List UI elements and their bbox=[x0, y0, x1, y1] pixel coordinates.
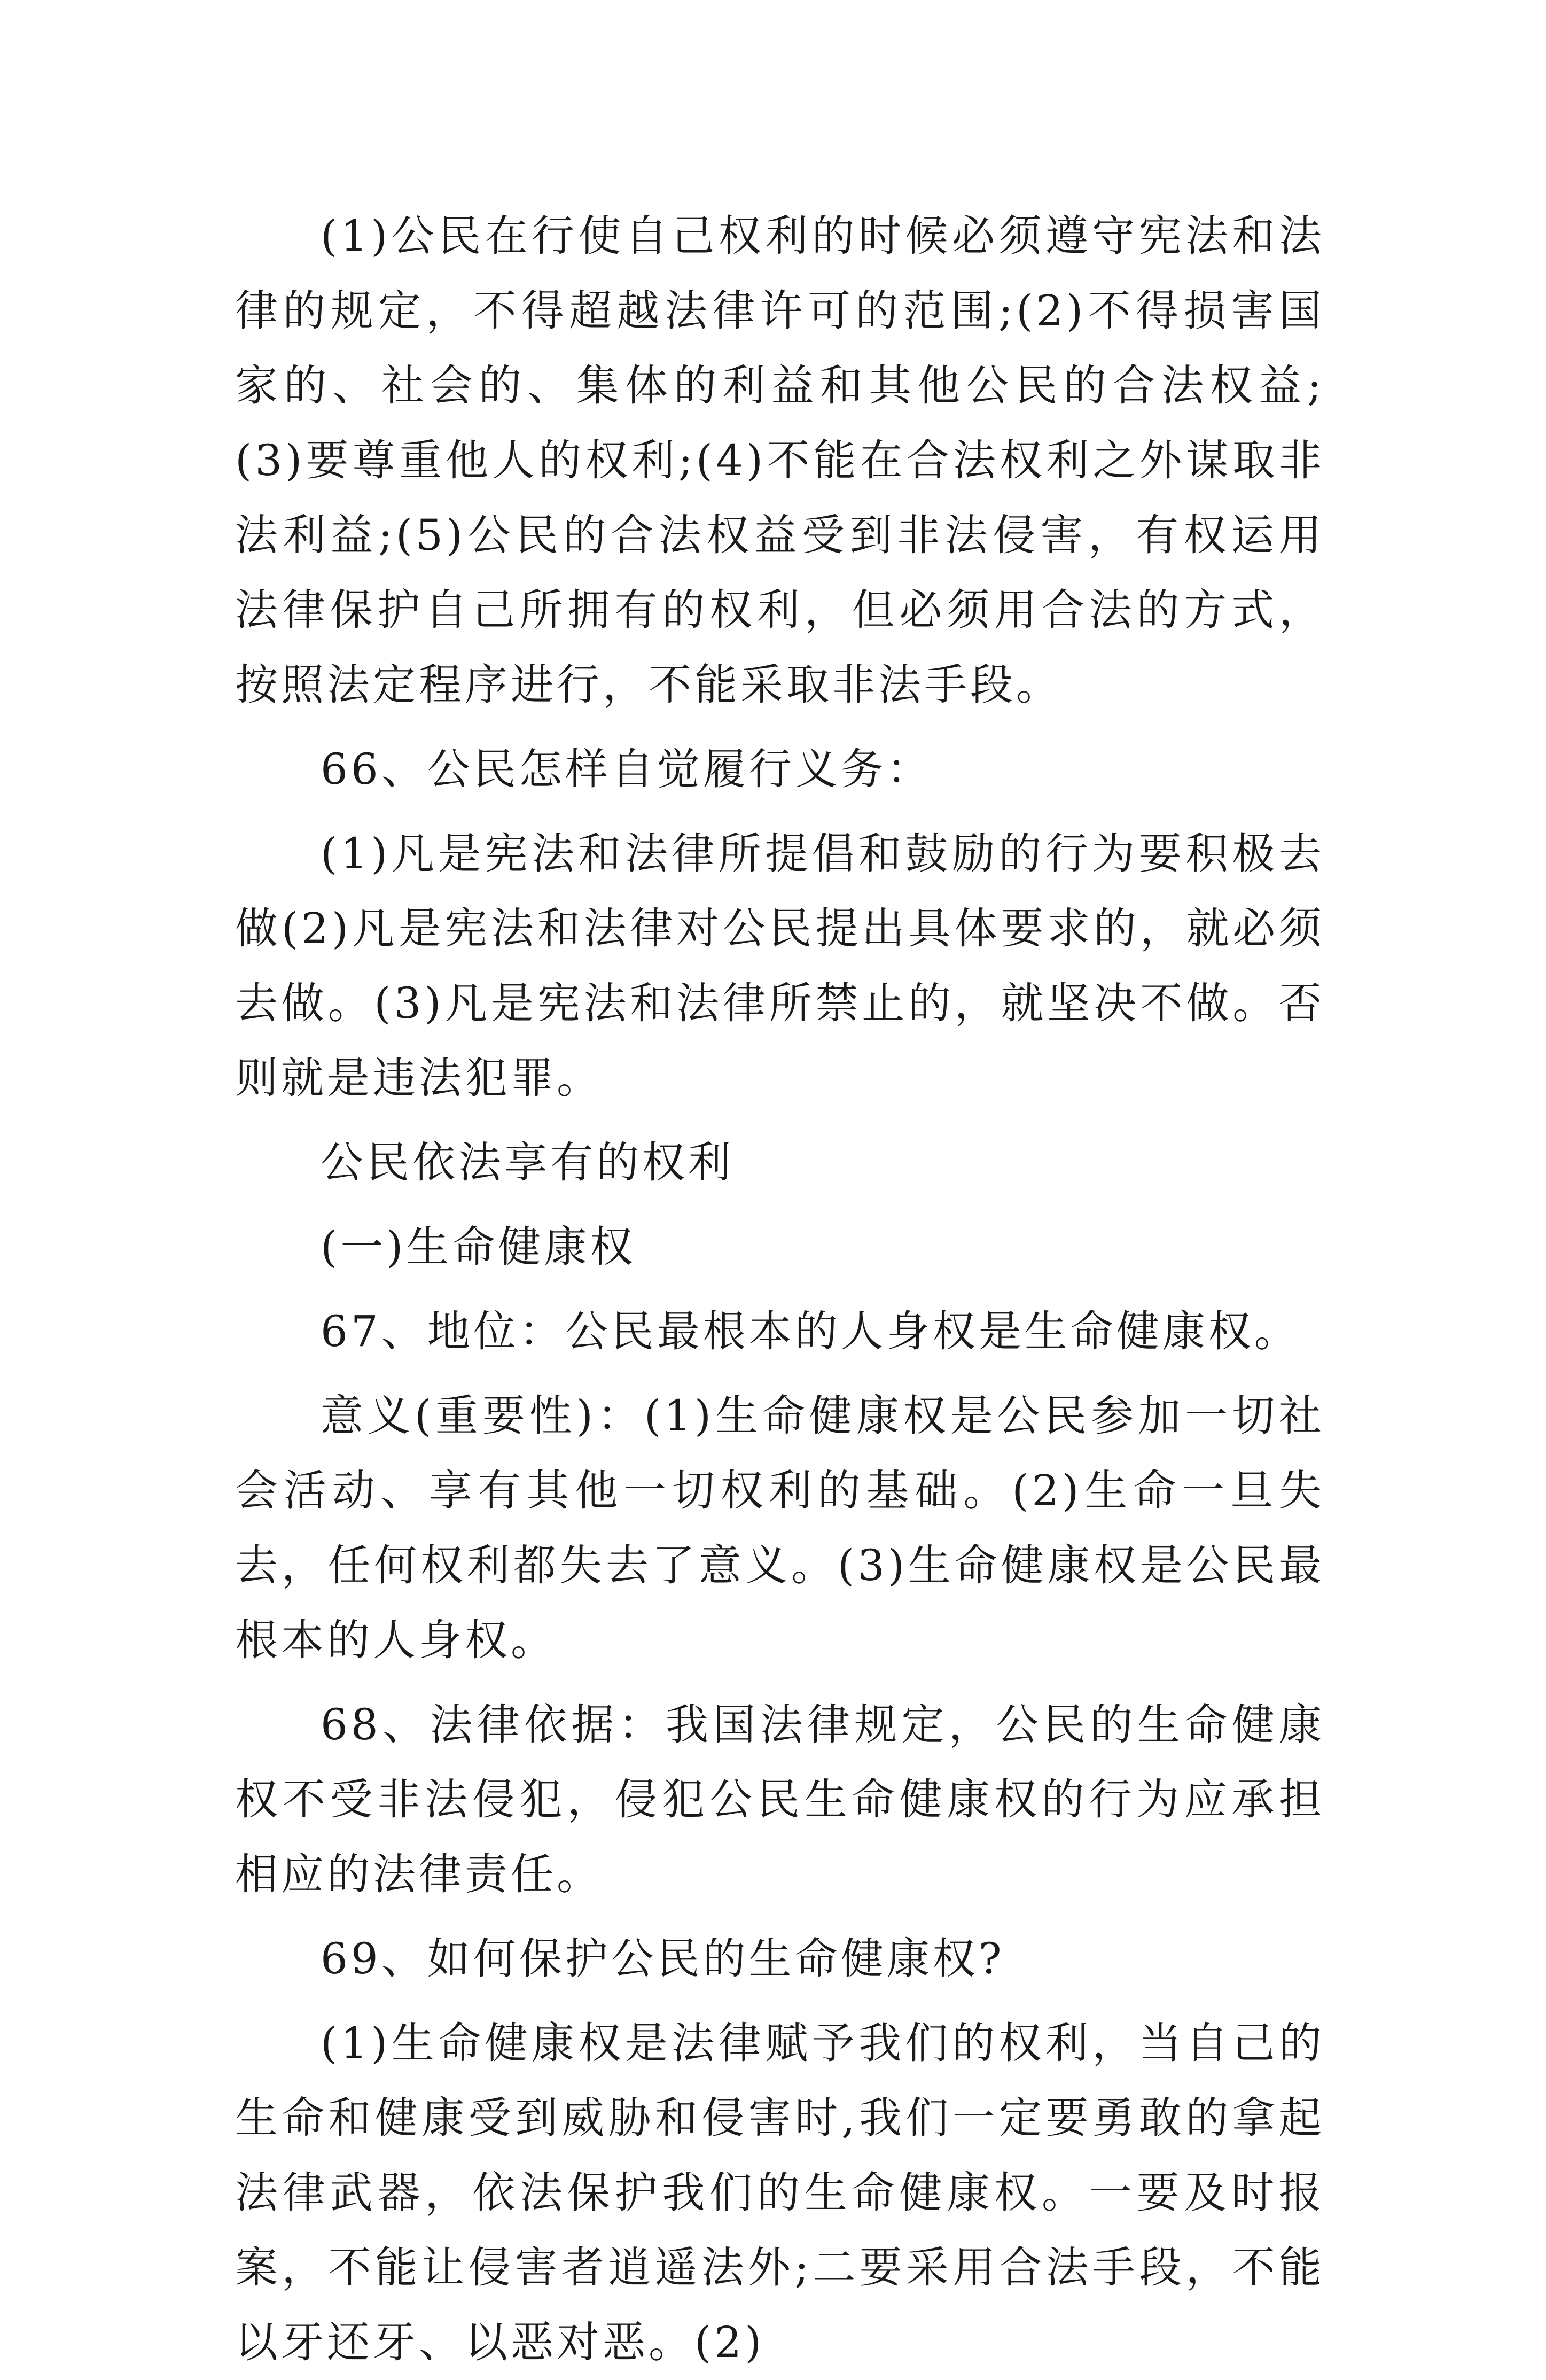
paragraph-item-68: 68、法律依据：我国法律规定，公民的生命健康权不受非法侵犯，侵犯公民生命健康权的行为应承担相应的法律责任。 bbox=[235, 1700, 1325, 1899]
subsection-heading-life-health: (一)生命健康权 bbox=[321, 1222, 636, 1272]
document-body bbox=[235, 199, 1325, 2380]
paragraph-fulfil-obligations: (1)凡是宪法和法律所提倡和鼓励的行为要积极去做(2)凡是宪法和法律对公民提出具体要求的，就必须去做。(3)凡是宪法和法律所禁止的，就坚决不做。否则就是违法犯罪。 bbox=[235, 829, 1325, 1103]
paragraph-significance: 意义(重要性)：(1)生命健康权是公民参加一切社会活动、享有其他一切权利的基础。(2)生命一旦失去，任何权利都失去了意义。(3)生命健康权是公民最根本的人身权。 bbox=[235, 1391, 1325, 1665]
heading-item-69: 69、如何保护公民的生命健康权? bbox=[321, 1934, 1005, 1984]
section-heading-rights: 公民依法享有的权利 bbox=[321, 1138, 734, 1187]
paragraph-item-67: 67、地位：公民最根本的人身权是生命健康权。 bbox=[321, 1306, 1300, 1356]
paragraph-citizen-rights-limits: (1)公民在行使自己权利的时候必须遵守宪法和法律的规定，不得超越法律许可的范围;(2)不得损害国家的、社会的、集体的利益和其他公民的合法权益;(3)要尊重他人的权利;(4)不能在合法权利之外谋取非法利益;(5)公民的合法权益受到非法侵害，有权运用法律保护自己所拥有的权利，但必须用合法的方式，按照法定程序进行，不能采取非法手段。 bbox=[235, 211, 1325, 710]
paragraph-protect-life-health: (1)生命健康权是法律赋予我们的权利，当自己的生命和健康受到威胁和侵害时,我们一定要勇敢的拿起法律武器，依法保护我们的生命健康权。一要及时报案，不能让侵害者逍遥法外;二要采用合法手段，不能以牙还牙、以恶对恶。(2) bbox=[235, 2018, 1325, 2367]
heading-item-66: 66、公民怎样自觉履行义务： bbox=[321, 744, 933, 794]
